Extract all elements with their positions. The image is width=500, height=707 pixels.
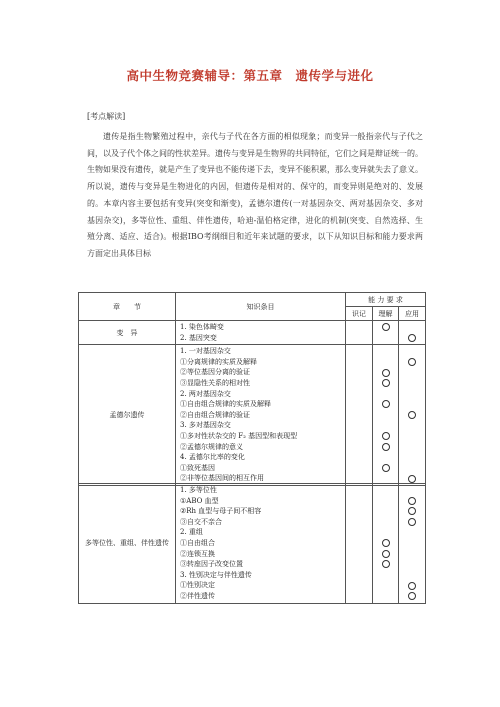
level-recall-cell (346, 484, 373, 604)
knowledge-item: 1. 染色体畸变 (180, 323, 224, 331)
knowledge-item: 1. 多等位性 (180, 486, 217, 494)
knowledge-item: ②Rh 血型与母子间不相容 (180, 507, 262, 516)
requirement-mark (408, 507, 416, 515)
header-level-apply: 应用 (399, 307, 426, 321)
knowledge-items-cell (176, 484, 346, 604)
header-level-recall: 识记 (346, 307, 373, 321)
knowledge-item: 2. 重组 (180, 528, 203, 537)
knowledge-items-cell (176, 321, 346, 345)
knowledge-item: 4. 孟德尔比率的变化 (180, 453, 245, 462)
header-chapter: 章 节 (79, 293, 176, 321)
level-understand-cell (373, 321, 399, 345)
requirements-table-part-1 (78, 292, 426, 486)
table-row (79, 321, 426, 345)
knowledge-item: ②连锁互换 (180, 549, 215, 558)
topic-cell: 多等位性、重组、伴性遗传 (79, 484, 176, 604)
header-level-understand: 理解 (373, 307, 399, 321)
knowledge-item: ①ABO 血型 (180, 496, 219, 505)
header-ability: 能 力 要 求 (346, 293, 426, 307)
requirement-mark (382, 369, 390, 377)
page-title: 高中生物竞赛辅导：第五章 遗传学与进化 (126, 68, 374, 83)
knowledge-item: ③转座因子改变位置 (180, 560, 243, 569)
knowledge-item: ②非等位基因间的相互作用 (180, 474, 264, 483)
requirements-table-part-2 (78, 483, 426, 604)
knowledge-item: ①自由组合规律的实质及解释 (180, 400, 271, 409)
knowledge-item: ②伴性遗传 (180, 591, 215, 600)
topic-cell: 孟德尔遗传 (79, 345, 176, 486)
level-recall-cell (346, 321, 373, 345)
requirement-mark (408, 497, 416, 505)
knowledge-item: ②孟德尔规律的意义 (180, 442, 243, 451)
knowledge-item: ①自由组合 (180, 538, 215, 547)
intro-paragraph: 遗传是指生物繁殖过程中，亲代与子代在各方面的相似现象；而变异一般指亲代与子代之间，以及子代个体之间的性状差异。遗传与变异是生物界的共同特征，它们之间是辩证统一的。生物如果没有遗传，就是产生了变异也不能传递下去，变异不能积累，那么变异就失去了意义。所以说，遗传与变异是生物进化的内因，但遗传是相对的、保守的，而变异则是绝对的、发展的。本章内容主要包括有变异(突变和渐变)，孟德尔遗传(一对基因杂交、两对基因杂交、多对基因杂交)，多等位性、重组、伴性遗传，哈迪-温伯格定律，进化的机制(突变、自然选择、生殖分离、适应、适合)。根据IBO考纲细目和近年来试题的要求，以下从知识目标和能力要求两方面定出具体目标 (87, 132, 423, 258)
requirement-mark (408, 518, 416, 526)
topic-cell: 变 异 (79, 321, 176, 345)
knowledge-item: ②自由组合规律的验证 (180, 410, 250, 419)
level-apply-cell (399, 484, 426, 604)
knowledge-item: 3. 多对基因杂交 (180, 421, 231, 430)
requirement-mark (408, 334, 416, 342)
knowledge-item: ①致死基因 (180, 463, 215, 472)
knowledge-item: ①分离规律的实质及解释 (180, 357, 257, 366)
requirement-mark (408, 411, 416, 419)
knowledge-item: ③自交不亲合 (180, 517, 222, 526)
requirement-mark (408, 592, 416, 600)
requirement-mark (408, 358, 416, 366)
knowledge-item: 2. 两对基因杂交 (180, 389, 231, 398)
level-understand-cell (373, 345, 399, 486)
requirement-mark (382, 539, 390, 547)
requirement-mark (382, 432, 390, 440)
knowledge-item: ①多对性状杂交的 F₂ 基因型和表现型 (180, 431, 298, 440)
knowledge-item: 1. 一对基因杂交 (180, 347, 231, 356)
knowledge-item: ③显隐性关系的相对性 (180, 378, 250, 387)
knowledge-item: 2. 基因突变 (180, 333, 217, 342)
level-apply-cell (399, 345, 426, 486)
requirement-mark (382, 550, 390, 558)
table-row (79, 484, 426, 604)
level-apply-cell (399, 321, 426, 345)
level-understand-cell (373, 484, 399, 604)
requirement-mark (382, 379, 390, 387)
requirement-mark (408, 582, 416, 590)
requirement-mark (382, 443, 390, 451)
knowledge-item: ①性别决定 (180, 581, 215, 590)
requirement-mark (382, 464, 390, 472)
knowledge-item: ②等位基因分离的验证 (180, 368, 250, 377)
requirement-mark (382, 560, 390, 568)
requirement-mark (408, 475, 416, 483)
section-label: [考点解读] (87, 112, 126, 121)
knowledge-item: 3. 性别决定与伴性遗传 (180, 570, 252, 579)
requirement-mark (382, 400, 390, 408)
requirement-mark (382, 323, 390, 331)
table-row (79, 345, 426, 486)
level-recall-cell (346, 345, 373, 486)
header-knowledge: 知识条目 (176, 293, 346, 321)
knowledge-items-cell (176, 345, 346, 486)
